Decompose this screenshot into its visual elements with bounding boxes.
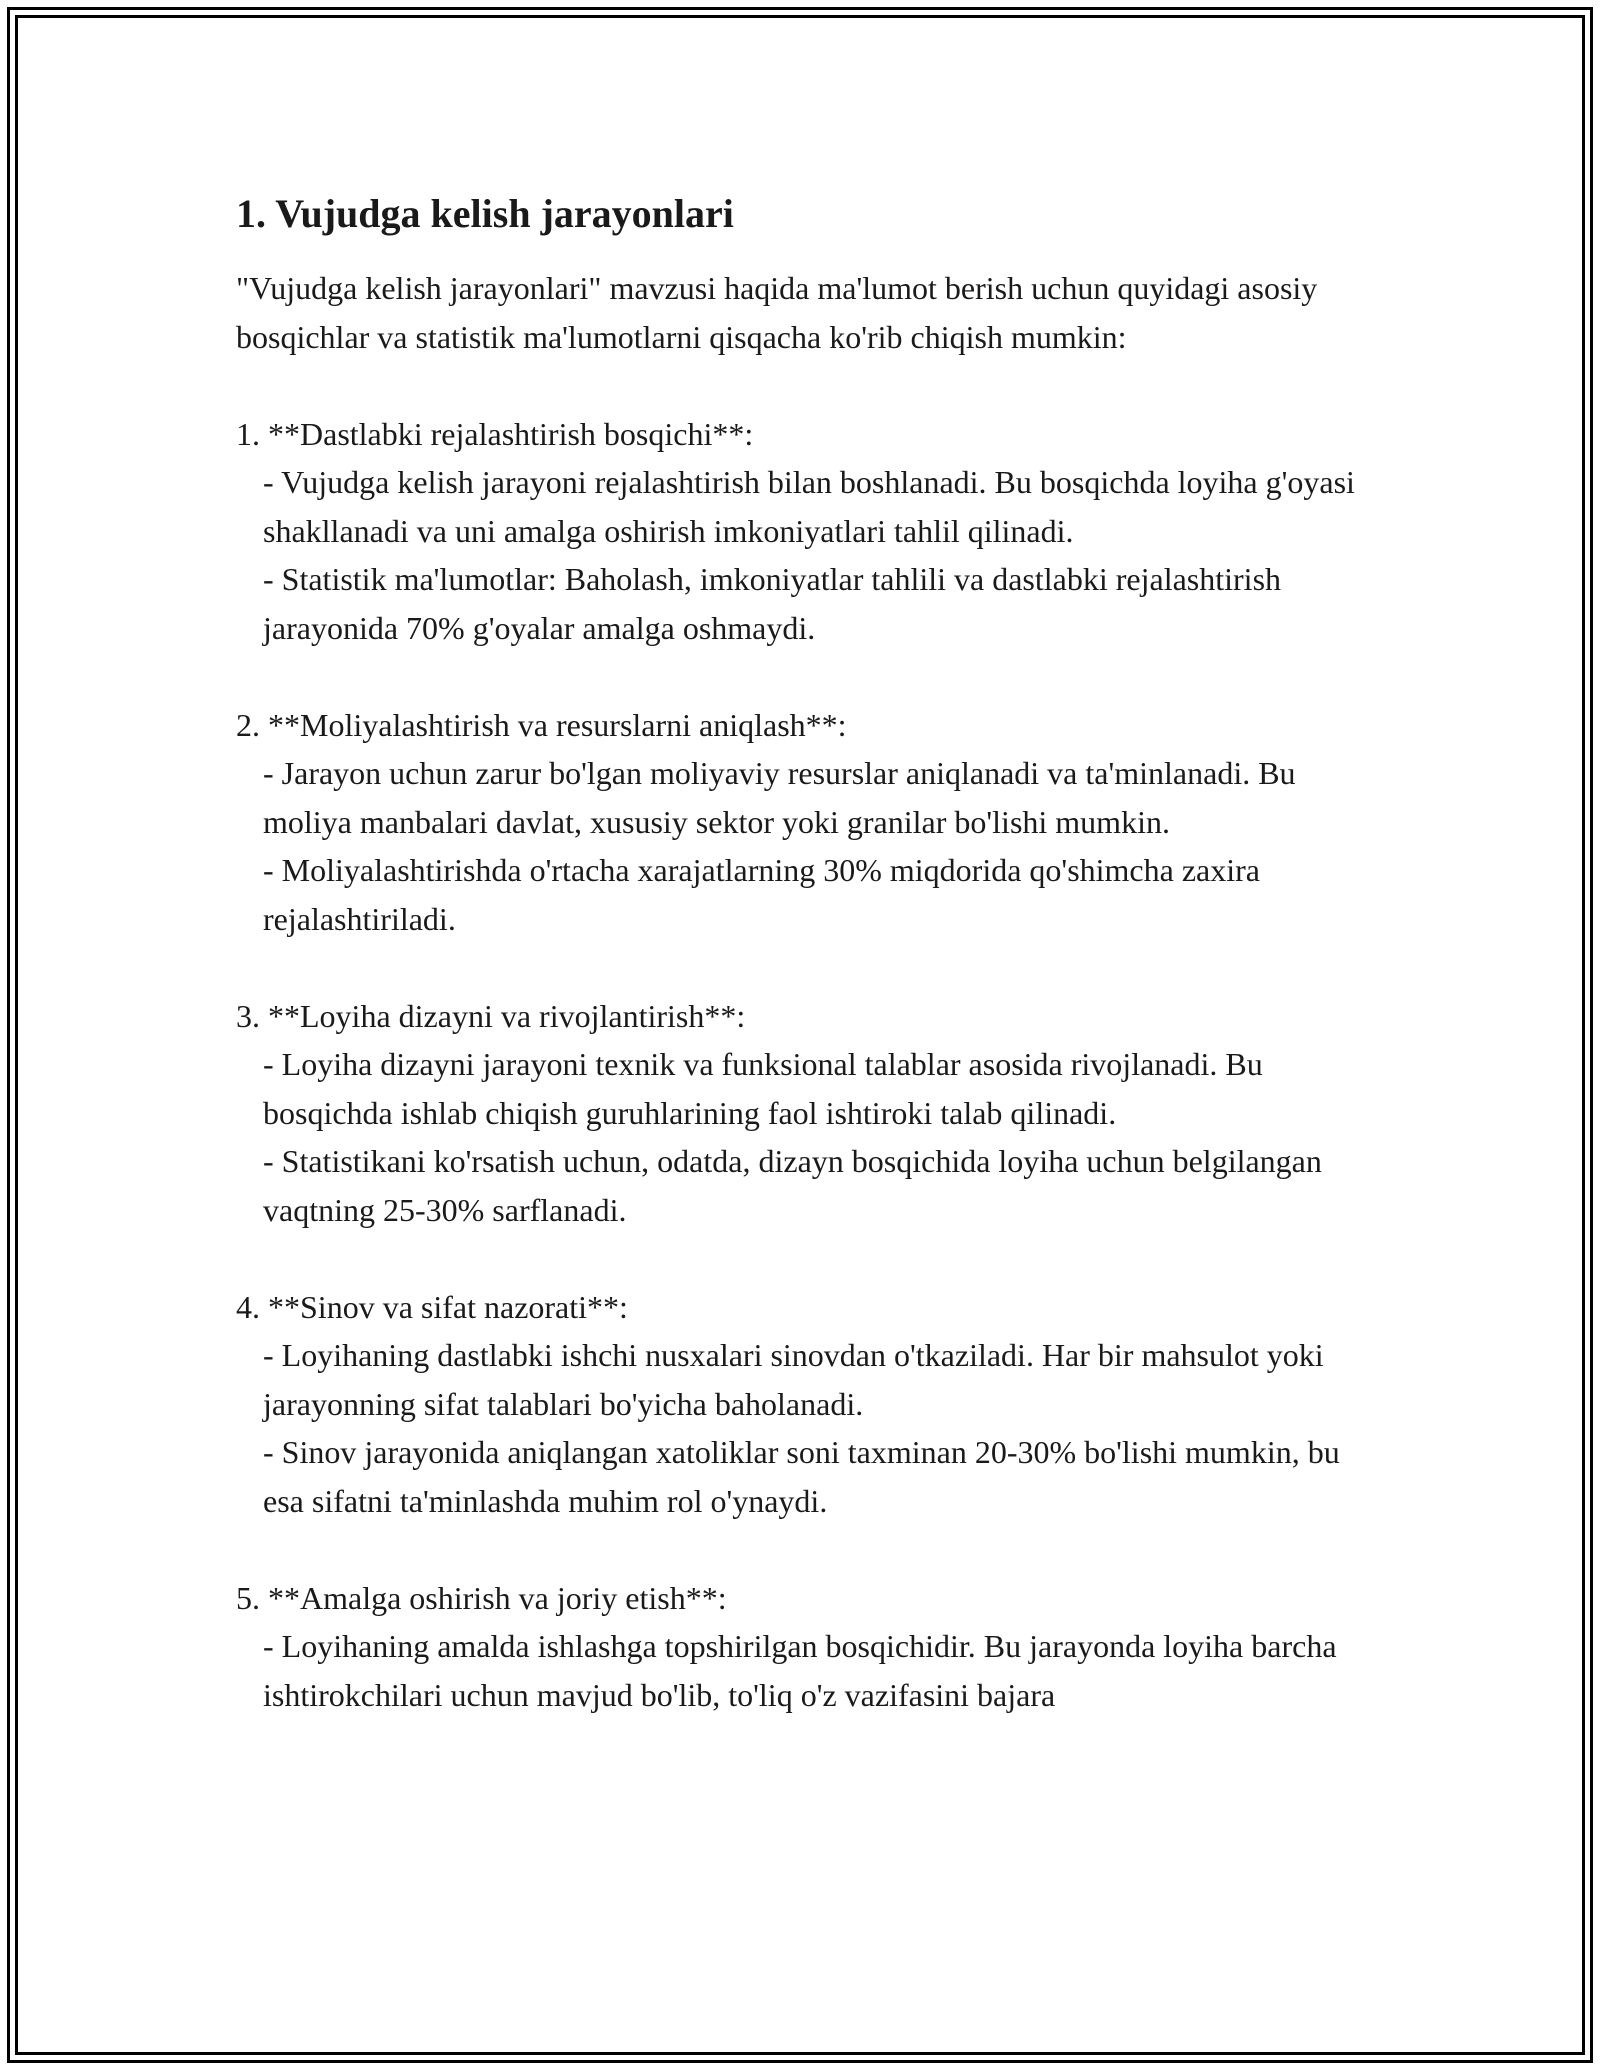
section-heading: 1. **Dastlabki rejalashtirish bosqichi**: <box>236 415 754 452</box>
section-bullet: - Jarayon uchun zarur bo'lgan moliyaviy resurslar aniqlanadi va ta'minlanadi. Bu moliya manbalari davlat, xususiy sektor yoki granilar bo'lishi mumkin. <box>263 755 1304 840</box>
section-financing <box>236 701 1366 944</box>
section-heading: 5. **Amalga oshirish va joriy etish**: <box>236 1579 727 1616</box>
section-bullet: - Loyihaning amalda ishlashga topshirilgan bosqichidir. Bu jarayonda loyiha barcha ishtirokchilari uchun mavjud bo'lib, to'liq o'z vazifasini bajara <box>263 1628 1345 1713</box>
section-testing <box>236 1283 1366 1526</box>
section-design <box>236 992 1366 1235</box>
section-bullet: - Statistikani ko'rsatish uchun, odatda, dizayn bosqichida loyiha uchun belgilangan vaqtning 25-30% sarflanadi. <box>263 1143 1330 1228</box>
section-bullet: - Statistik ma'lumotlar: Baholash, imkoniyatlar tahlili va dastlabki rejalashtirish jarayonida 70% g'oyalar amalga oshmaydi. <box>263 561 1290 646</box>
section-heading: 3. **Loyiha dizayni va rivojlantirish**: <box>236 997 746 1034</box>
section-bullet: - Loyiha dizayni jarayoni texnik va funksional talablar asosida rivojlanadi. Bu bosqichda ishlab chiqish guruhlarining faol ishtiroki talab qilinadi. <box>263 1046 1271 1131</box>
page-title: 1. Vujudga kelish jarayonlari <box>236 191 734 236</box>
intro-paragraph: "Vujudga kelish jarayonlari" mavzusi haqida ma'lumot berish uchun quyidagi asosiy bosqichlar va statistik ma'lumotlarni qisqacha ko'rib chiqish mumkin: <box>236 270 1318 355</box>
section-heading: 4. **Sinov va sifat nazorati**: <box>236 1288 628 1325</box>
section-heading: 2. **Moliyalashtirish va resurslarni aniqlash**: <box>236 706 847 743</box>
section-planning <box>236 410 1366 653</box>
section-bullet: - Sinov jarayonida aniqlangan xatoliklar soni taxminan 20-30% bo'lishi mumkin, bu esa sifatni ta'minlashda muhim rol o'ynaydi. <box>263 1434 1348 1519</box>
section-implementation <box>236 1574 1366 1720</box>
section-bullet: - Loyihaning dastlabki ishchi nusxalari sinovdan o'tkaziladi. Har bir mahsulot yoki jarayonning sifat talablari bo'yicha baholanadi. <box>263 1337 1332 1422</box>
document-body <box>236 186 1366 1719</box>
section-bullet: - Moliyalashtirishda o'rtacha xarajatlarning 30% miqdorida qo'shimcha zaxira rejalashtiriladi. <box>263 852 1268 937</box>
section-bullet: - Vujudga kelish jarayoni rejalashtirish bilan boshlanadi. Bu bosqichda loyiha g'oyasi shakllanadi va uni amalga oshirish imkoniyatlari tahlil qilinadi. <box>263 464 1363 549</box>
